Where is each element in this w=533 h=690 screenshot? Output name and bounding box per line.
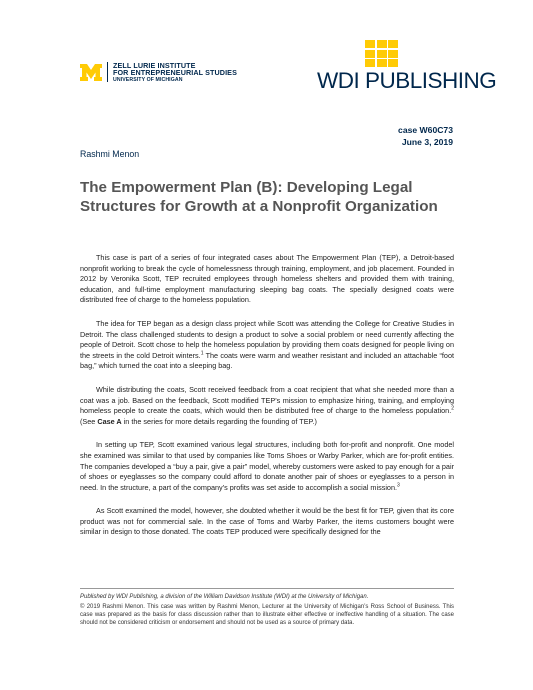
institute-line-1: ZELL LURIE INSTITUTE [113,61,196,70]
block-m-icon [80,64,102,81]
paragraph-4 [80,440,454,493]
logo-divider [107,62,108,82]
institute-university: UNIVERSITY OF MICHIGAN [113,76,183,83]
paragraph-3-text-end: in the series for more details regarding the founding of TEP.) [121,416,317,426]
paragraph-4-text: In setting up TEP, Scott examined various legal structures, including both for-profit and nonprofit. One model she examined was similar to that used by companies like Toms Shoes or Warby Parker, which are for-profit entities. The companies developed a “buy a pair, give a pair” model, whereby customers were asked to pay enough for a pair of shoes or eyeglasses so the company could afford to donate another pair of shoes or eyeglasses to a person in need. In the structure, a part of the company’s profits was set aside to accomplish a social mission. [80,440,454,492]
institute-line-2: FOR ENTREPRENEURIAL STUDIES [113,68,237,78]
page-header [0,0,533,110]
paragraph-2-text: The idea for TEP began as a design class project while Scott was attending the College for Creative Studies in Detroit. The class challenged students to design a product to solve a social problem or need currently affecting the people of Detroit. Scott chose to help the homeless population by providing them coats designed for people living on the streets in the cold Detroit winters. [80,318,454,360]
case-number: case W60C73 [398,125,453,135]
author-name: Rashmi Menon [80,149,140,159]
footnote-ref-1: 1 [200,350,204,357]
paragraph-3 [80,385,454,427]
case-a-reference: Case A [97,416,122,426]
wdi-wordmark: WDI PUBLISHING [317,68,497,93]
footer-divider [80,588,454,589]
zell-lurie-logo [80,62,237,83]
paragraph-3-text-cont: (See [80,416,98,426]
copyright-note: © 2019 Rashmi Menon. This case was written by Rashmi Menon, Lecturer at the University of Michigan’s Ross School of Business. This case was prepared as the basis for class discussion rather than to illustrate either effective or ineffective handling of a situation. The case should not be considered criticism or endorsement and should not be used as a source of primary data. [80,604,454,626]
paragraph-2-text-cont: The coats were warm and weather resistant and included an attachable “foot bag,” which turned the coat into a sleeping bag. [80,350,454,371]
case-body [80,253,454,551]
publisher-note: Published by WDI Publishing, a division of the William Davidson Institute (WDI) at the University of Michigan. [80,594,369,600]
paragraph-3-text: While distributing the coats, Scott received feedback from a coat recipient that what she needed more than a coat was a job. Based on the feedback, Scott modified TEP’s mission to emphasize hiring, training, and employing homeless people to create the coats, which would then be distributed free of charge to the homeless population. [80,384,454,416]
case-date: June 3, 2019 [401,137,453,147]
footnote-ref-3: 3 [397,482,400,489]
paragraph-5: As Scott examined the model, however, she doubted whether it would be the best fit for TEP, given that its core product was not for commercial sale. In the case of Toms and Warby Parker, the items customers bought were similar in design to those donated. The coats TEP produced were specifically designed for the [80,506,454,537]
page-footer [80,588,454,627]
paragraph-2 [80,319,454,372]
paragraph-1: This case is part of a series of four integrated cases about The Empowerment Plan (TEP), a Detroit-based nonprofit working to break the cycle of homelessness through training, employment, and job placement. Founded in 2012 by Veronika Scott, TEP recruited employees through homeless shelters and provided them with training, education, and full-time employment manufacturing sleeping bag coats. The specially designed coats were distributed free of charge to the homeless population. [80,253,454,305]
institute-name [113,62,237,83]
wdi-grid-icon [365,40,398,67]
case-info [398,124,453,148]
footnote-ref-2: 2 [451,405,454,412]
wdi-publishing-logo [317,40,497,96]
case-title: The Empowerment Plan (B): Developing Legal Structures for Growth at a Nonprofit Organization [80,179,438,215]
